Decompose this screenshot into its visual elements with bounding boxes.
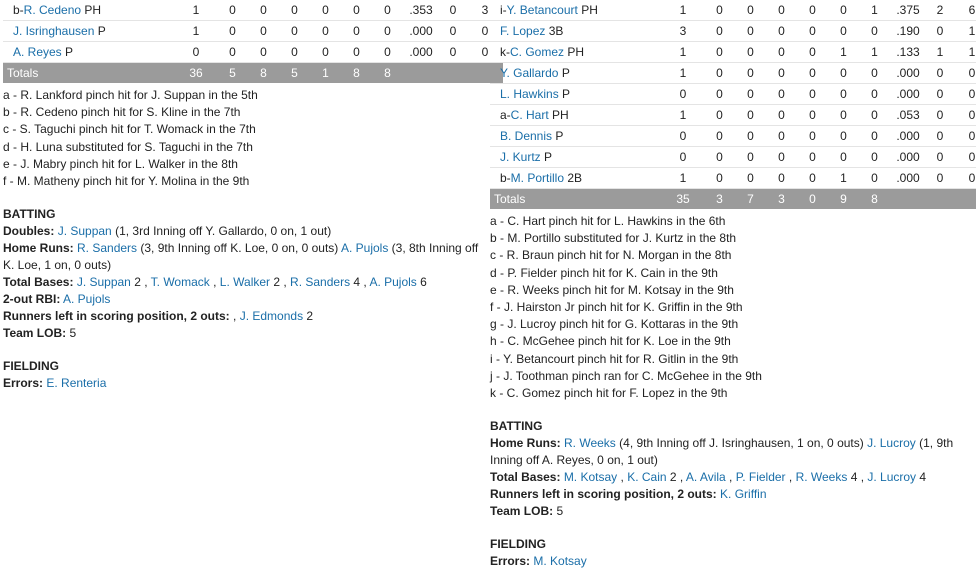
stat-cell: 0 (797, 126, 828, 147)
stat-cell: 0 (926, 147, 954, 168)
stat-cell: 0 (704, 84, 735, 105)
player-link[interactable]: J. Lucroy (867, 436, 916, 451)
stat-cell: 0 (766, 63, 797, 84)
stat-cell: 0 (704, 21, 735, 42)
totals-row (490, 189, 976, 210)
position-label: 2B (567, 171, 583, 185)
player-link[interactable]: J. Edmonds (239, 309, 304, 324)
player-cell (490, 84, 662, 105)
substitution-note: f - M. Matheny pinch hit for Y. Molina in the 9th (3, 174, 250, 189)
stat-cell: 3 (662, 21, 704, 42)
position-label: P (544, 150, 553, 164)
totals-stat-cell: 3 (766, 189, 797, 210)
away-team-panel (490, 0, 976, 570)
stat-cell: .133 (890, 42, 926, 63)
substitution-notes (3, 87, 483, 190)
player-cell (490, 168, 662, 189)
doubles-line: Doubles: J. Suppan (1, 3rd Inning off Y. Gallardo, 0 on, 1 out) (3, 224, 332, 239)
stat-cell: 1 (926, 42, 954, 63)
player-link[interactable]: R. Weeks (564, 436, 616, 451)
stat-cell: 1 (954, 42, 976, 63)
stat-cell: 0 (735, 0, 766, 21)
position-label: P (65, 45, 74, 59)
stat-cell: 0 (310, 0, 341, 21)
stat-cell: 0 (735, 126, 766, 147)
table-row (490, 42, 976, 63)
stat-cell: 1 (954, 21, 976, 42)
stat-cell: .000 (890, 126, 926, 147)
stat-cell: 1 (175, 0, 217, 21)
player-cell (490, 63, 662, 84)
stat-cell: 0 (859, 105, 890, 126)
stat-cell: 0 (217, 21, 248, 42)
substitution-note: k - C. Gomez pinch hit for F. Lopez in the 9th (490, 386, 728, 401)
position-label: P (561, 66, 570, 80)
two-out-rbi-line: 2-out RBI: A. Pujols (3, 292, 111, 307)
home-runs-line: Home Runs: R. Sanders (3, 9th Inning off K. Loe, 0 on, 0 outs) A. Pujols (3, 8th Inning off K. Loe, 1 on, 0 outs) (3, 241, 479, 273)
stat-cell: 0 (372, 0, 403, 21)
substitution-note: d - P. Fielder pinch hit for K. Cain in the 9th (490, 265, 718, 280)
table-row (490, 84, 976, 105)
totals-label: Totals (3, 63, 175, 84)
stat-cell: 0 (662, 147, 704, 168)
stat-cell: 0 (766, 84, 797, 105)
stat-cell: 0 (828, 147, 859, 168)
stat-cell: 1 (828, 168, 859, 189)
stat-cell: 0 (828, 21, 859, 42)
stat-cell: 1 (662, 105, 704, 126)
stat-cell: .000 (890, 168, 926, 189)
totals-stat-cell: 8 (341, 63, 372, 84)
totals-stat-cell: 36 (175, 63, 217, 84)
stat-cell: 0 (248, 0, 279, 21)
substitution-note: a - C. Hart pinch hit for L. Hawkins in the 6th (490, 214, 726, 228)
totals-stat-cell: 3 (704, 189, 735, 210)
player-link[interactable]: M. Portillo (510, 171, 565, 185)
stat-cell: .000 (403, 42, 439, 63)
substitution-note: b - R. Cedeno pinch hit for S. Kline in the 7th (3, 105, 241, 120)
player-link[interactable]: K. Cain (627, 470, 667, 485)
stat-cell: 0 (248, 42, 279, 63)
player-link[interactable]: R. Weeks (795, 470, 848, 485)
risp-line: Runners left in scoring position, 2 outs: K. Griffin (490, 487, 767, 502)
stat-cell: 0 (735, 168, 766, 189)
stat-cell: 0 (217, 0, 248, 21)
stat-cell: 0 (341, 21, 372, 42)
stat-cell: 0 (926, 84, 954, 105)
player-cell (3, 21, 175, 42)
stat-cell: 0 (859, 147, 890, 168)
stat-cell: 1 (662, 0, 704, 21)
stat-cell: 0 (797, 0, 828, 21)
totals-stat-cell: 35 (662, 189, 704, 210)
substitution-note: i - Y. Betancourt pinch hit for R. Gitlin in the 9th (490, 351, 739, 366)
stat-cell: 0 (797, 168, 828, 189)
position-label: PH (84, 3, 102, 17)
stat-cell: .000 (890, 147, 926, 168)
risp-line: Runners left in scoring position, 2 outs: , J. Edmonds 2 (3, 309, 314, 324)
stat-cell: 0 (704, 42, 735, 63)
player-cell (490, 21, 662, 42)
stat-cell: .190 (890, 21, 926, 42)
table-row (3, 0, 503, 21)
stat-cell: 0 (766, 0, 797, 21)
totals-stat-cell: 8 (248, 63, 279, 84)
player-link[interactable]: R. Sanders (77, 241, 138, 256)
stat-cell: 0 (926, 126, 954, 147)
stat-cell: 1 (662, 42, 704, 63)
totals-stat-cell: 9 (828, 189, 859, 210)
sub-prefix: b- (500, 171, 511, 185)
total-bases-line: Total Bases: M. Kotsay , K. Cain 2 , A. Avila , P. Fielder , R. Weeks 4 , J. Lucroy 4 (490, 470, 927, 485)
stat-cell: 1 (828, 42, 859, 63)
totals-stat-cell: 5 (279, 63, 310, 84)
stat-cell: 0 (766, 168, 797, 189)
player-link[interactable]: A. Pujols (63, 292, 111, 307)
stat-cell: 0 (704, 63, 735, 84)
stat-cell: .000 (890, 63, 926, 84)
stat-cell: 0 (372, 21, 403, 42)
stat-cell: 0 (248, 21, 279, 42)
totals-stat-cell (954, 189, 976, 210)
position-label: P (97, 24, 106, 38)
stat-cell: 1 (662, 63, 704, 84)
stat-cell: 0 (828, 126, 859, 147)
home-runs-line: Home Runs: R. Weeks (4, 9th Inning off J. Isringhausen, 1 on, 0 outs) J. Lucroy (1, 9th Inning off A. Reyes, 0 on, 1 out) (490, 436, 954, 468)
stat-cell: 0 (735, 84, 766, 105)
stat-cell: 0 (859, 63, 890, 84)
stat-cell: 0 (828, 0, 859, 21)
stat-cell: 0 (217, 42, 248, 63)
position-label: PH (567, 45, 585, 59)
stat-cell: 1 (859, 0, 890, 21)
player-link[interactable]: J. Kurtz (500, 150, 541, 164)
table-row (490, 21, 976, 42)
table-row (3, 42, 503, 63)
sub-prefix: b- (13, 3, 24, 17)
table-row (490, 147, 976, 168)
position-label: P (562, 87, 571, 101)
table-row (3, 21, 503, 42)
player-link[interactable]: K. Griffin (720, 487, 767, 502)
substitution-note: a - R. Lankford pinch hit for J. Suppan in the 5th (3, 88, 258, 102)
fielding-section-title: FIELDING (490, 537, 546, 552)
batting-box-table (3, 0, 503, 83)
team-lob-line: Team LOB: 5 (490, 504, 564, 519)
player-link[interactable]: A. Avila (685, 470, 726, 485)
player-link[interactable]: E. Renteria (46, 376, 107, 391)
substitution-note: g - J. Lucroy pinch hit for G. Kottaras in the 9th (490, 317, 739, 332)
player-link[interactable]: A. Pujols (340, 241, 389, 256)
stat-cell: 1 (662, 168, 704, 189)
stat-cell: 0 (926, 105, 954, 126)
stat-cell: 0 (828, 105, 859, 126)
player-cell (3, 42, 175, 63)
stat-cell: 2 (926, 0, 954, 21)
player-cell (490, 0, 662, 21)
substitution-note: c - S. Taguchi pinch hit for T. Womack in the 7th (3, 122, 256, 137)
player-link[interactable]: M. Kotsay (563, 470, 618, 485)
substitution-note: e - R. Weeks pinch hit for M. Kotsay in the 9th (490, 282, 734, 297)
stat-cell: 0 (704, 126, 735, 147)
stat-cell: .053 (890, 105, 926, 126)
stat-cell: 0 (735, 147, 766, 168)
stat-cell: 0 (954, 84, 976, 105)
stat-cell: 1 (175, 21, 217, 42)
stat-cell: 0 (859, 84, 890, 105)
stat-cell: .000 (890, 84, 926, 105)
stat-cell: 0 (926, 168, 954, 189)
stat-cell: 6 (954, 0, 976, 21)
player-link[interactable]: B. Dennis (500, 129, 553, 143)
position-label: PH (552, 108, 569, 122)
sub-prefix: a- (500, 108, 511, 122)
player-link[interactable]: R. Sanders (290, 275, 351, 290)
stat-cell: 0 (310, 21, 341, 42)
player-link[interactable]: L. Hawkins (500, 87, 559, 101)
stat-cell: 0 (735, 21, 766, 42)
stat-cell: 0 (828, 84, 859, 105)
substitution-note: b - M. Portillo substituted for J. Kurtz in the 8th (490, 231, 737, 246)
player-link[interactable]: L. Walker (219, 275, 271, 290)
stat-cell: 0 (797, 105, 828, 126)
totals-stat-cell: 8 (859, 189, 890, 210)
stat-cell: 0 (704, 147, 735, 168)
home-team-panel (3, 0, 489, 392)
stat-cell: 0 (467, 42, 503, 63)
substitution-note: d - H. Luna substituted for S. Taguchi in the 7th (3, 139, 253, 154)
table-row (490, 168, 976, 189)
player-link[interactable]: P. Fielder (735, 470, 786, 485)
player-link[interactable]: J. Isringhausen (13, 24, 95, 38)
substitution-notes (490, 213, 971, 402)
stat-cell: 0 (704, 105, 735, 126)
player-cell (490, 105, 662, 126)
stat-cell: 0 (766, 42, 797, 63)
player-link[interactable]: C. Hart (510, 108, 549, 122)
totals-stat-cell (403, 63, 439, 84)
batting-section-title: BATTING (490, 419, 543, 434)
stat-cell: .375 (890, 0, 926, 21)
stat-cell: 0 (926, 21, 954, 42)
player-link[interactable]: F. Lopez (500, 24, 546, 38)
stat-cell: 0 (766, 105, 797, 126)
stat-cell: 0 (926, 63, 954, 84)
table-row (490, 126, 976, 147)
player-link[interactable]: J. Suppan (76, 275, 131, 290)
position-label: P (555, 129, 564, 143)
stat-cell: 0 (704, 168, 735, 189)
totals-stat-cell (926, 189, 954, 210)
player-link[interactable]: Y. Gallardo (500, 66, 559, 80)
player-link[interactable]: R. Cedeno (23, 3, 82, 17)
batting-section-title: BATTING (3, 207, 56, 222)
player-cell (3, 0, 175, 21)
stat-cell: 0 (797, 42, 828, 63)
stat-cell: 1 (859, 42, 890, 63)
totals-label: Totals (490, 189, 662, 210)
stat-cell: 3 (467, 0, 503, 21)
stat-cell: 0 (859, 126, 890, 147)
totals-stat-cell: 7 (735, 189, 766, 210)
stat-cell: 0 (766, 126, 797, 147)
totals-stat-cell: 1 (310, 63, 341, 84)
totals-stat-cell: 0 (797, 189, 828, 210)
totals-row (3, 63, 503, 84)
stat-cell: 0 (766, 21, 797, 42)
stat-cell: 0 (859, 21, 890, 42)
stat-cell: 0 (704, 0, 735, 21)
totals-stat-cell (890, 189, 926, 210)
player-cell (490, 126, 662, 147)
stat-cell: 0 (954, 168, 976, 189)
stat-cell: 0 (735, 105, 766, 126)
stat-cell: 0 (954, 63, 976, 84)
stat-cell: 0 (797, 84, 828, 105)
stat-cell: 0 (662, 126, 704, 147)
totals-stat-cell: 5 (217, 63, 248, 84)
errors-line: Errors: E. Renteria (3, 376, 107, 391)
stat-cell: 0 (797, 21, 828, 42)
stat-cell: 0 (828, 63, 859, 84)
substitution-note: h - C. McGehee pinch hit for K. Loe in the 9th (490, 334, 731, 349)
substitution-note: f - J. Hairston Jr pinch hit for K. Griffin in the 9th (490, 300, 743, 315)
table-row (490, 63, 976, 84)
stat-cell: 0 (341, 42, 372, 63)
stat-cell: 0 (310, 42, 341, 63)
position-label: 3B (548, 24, 564, 38)
stat-cell: .000 (403, 21, 439, 42)
player-cell (490, 42, 662, 63)
player-link[interactable]: C. Gomez (510, 45, 565, 59)
totals-stat-cell: 8 (372, 63, 403, 84)
player-link[interactable]: J. Lucroy (867, 470, 917, 485)
position-label: PH (581, 3, 598, 17)
stat-cell: 0 (735, 42, 766, 63)
totals-stat-cell (439, 63, 467, 84)
stat-cell: 0 (175, 42, 217, 63)
stat-cell: 0 (954, 105, 976, 126)
stat-cell: 0 (279, 21, 310, 42)
stat-cell: 0 (372, 42, 403, 63)
team-lob-line: Team LOB: 5 (3, 326, 77, 341)
stat-cell: 0 (439, 42, 467, 63)
stat-cell: 0 (439, 0, 467, 21)
player-link[interactable]: A. Pujols (369, 275, 417, 290)
stat-cell: .353 (403, 0, 439, 21)
stat-cell: 0 (954, 147, 976, 168)
stat-cell: 0 (279, 42, 310, 63)
player-link[interactable]: M. Kotsay (533, 554, 587, 569)
stat-cell: 0 (766, 147, 797, 168)
errors-line: Errors: M. Kotsay (490, 554, 587, 569)
stat-cell: 0 (662, 84, 704, 105)
stat-cell: 0 (859, 168, 890, 189)
stat-cell: 0 (279, 0, 310, 21)
player-link[interactable]: A. Reyes (13, 45, 62, 59)
stat-cell: 0 (467, 21, 503, 42)
player-link[interactable]: J. Suppan (57, 224, 112, 239)
stat-cell: 0 (797, 147, 828, 168)
substitution-note: c - R. Braun pinch hit for N. Morgan in the 8th (490, 248, 732, 263)
substitution-note: e - J. Mabry pinch hit for L. Walker in the 8th (3, 156, 238, 171)
total-bases-line: Total Bases: J. Suppan 2 , T. Womack , L. Walker 2 , R. Sanders 4 , A. Pujols 6 (3, 275, 427, 290)
stat-cell: 0 (341, 0, 372, 21)
table-row (490, 0, 976, 21)
sub-prefix: k- (500, 45, 510, 59)
table-row (490, 105, 976, 126)
stat-cell: 0 (735, 63, 766, 84)
stat-cell: 0 (954, 126, 976, 147)
player-link[interactable]: Y. Betancourt (506, 3, 578, 17)
stat-cell: 0 (439, 21, 467, 42)
sub-prefix: i- (500, 3, 507, 17)
stat-cell: 0 (797, 63, 828, 84)
substitution-note: j - J. Toothman pinch ran for C. McGehee in the 9th (490, 368, 762, 383)
player-link[interactable]: T. Womack (150, 275, 210, 290)
batting-box-table (490, 0, 976, 209)
player-cell (490, 147, 662, 168)
fielding-section-title: FIELDING (3, 359, 59, 374)
